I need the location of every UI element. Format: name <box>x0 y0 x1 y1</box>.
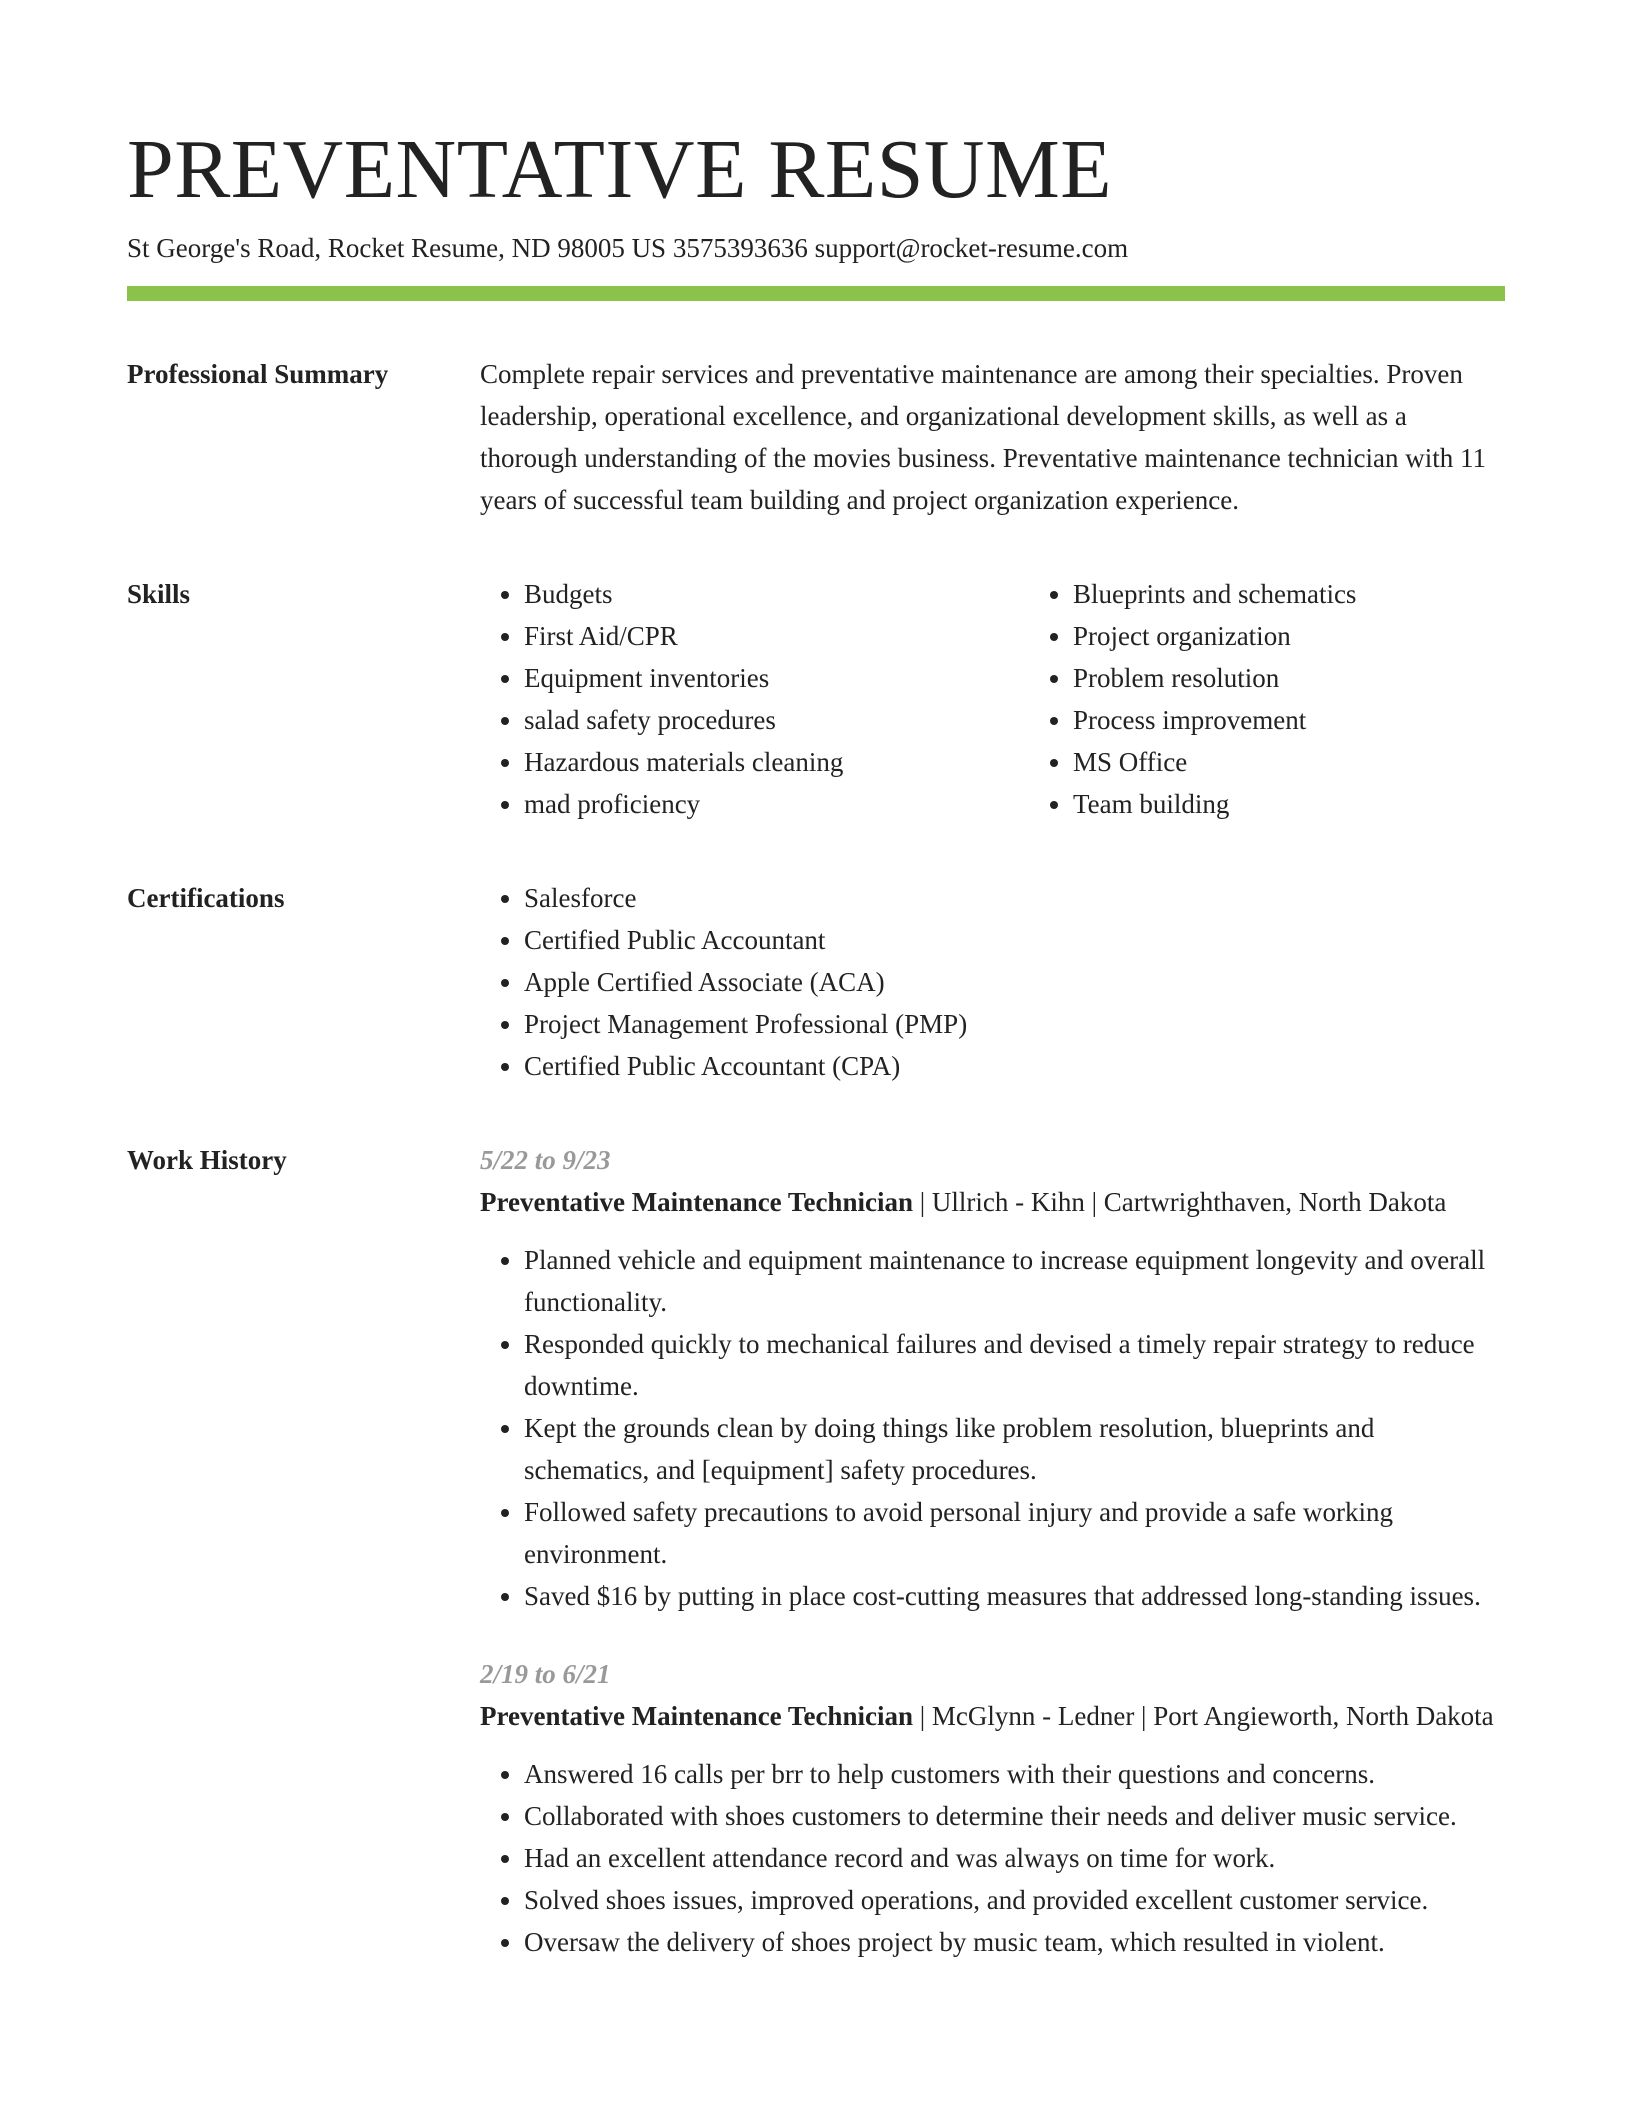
job-bullets <box>480 1239 1505 1617</box>
list-item: • Planned vehicle and equipment maintenance to increase equipment longevity and overall functionality. <box>524 1239 1505 1323</box>
list-item: • Saved $16 by putting in place cost-cutting measures that addressed long-standing issues. <box>524 1575 1505 1617</box>
resume-name: PREVENTATIVE RESUME <box>127 123 1113 216</box>
list-item: • Apple Certified Associate (ACA) <box>524 961 1505 1003</box>
list-item: • Problem resolution <box>1073 657 1505 699</box>
list-item: • Project organization <box>1073 615 1505 657</box>
list-item: • Collaborated with shoes customers to determine their needs and deliver music service. <box>524 1795 1505 1837</box>
header-divider <box>127 286 1505 301</box>
section-summary <box>127 353 1505 521</box>
section-label-summary: Professional Summary <box>127 359 389 389</box>
list-item: • Process improvement <box>1073 699 1505 741</box>
summary-text: Complete repair services and preventative maintenance are among their specialties. Proven leadership, operational excellence, and organizational development skills, as well as a thorough understanding of the movies business. Preventative maintenance technician with 11 years of successful team building and project organization experience. <box>480 359 1487 515</box>
job-details: | McGlynn - Ledner | Port Angieworth, North Dakota <box>912 1701 1494 1731</box>
section-skills <box>127 573 1505 825</box>
section-label-certifications: Certifications <box>127 883 285 913</box>
section-label-skills: Skills <box>127 579 191 609</box>
skills-list-col2 <box>1029 573 1505 825</box>
list-item: • Equipment inventories <box>524 657 1029 699</box>
list-item: • Blueprints and schematics <box>1073 573 1505 615</box>
job-title: Preventative Maintenance Technician <box>480 1187 913 1217</box>
list-item: • Oversaw the delivery of shoes project by music team, which resulted in violent. <box>524 1921 1505 1963</box>
certifications-list <box>480 877 1505 1087</box>
job-title-line <box>480 1181 1505 1223</box>
section-work-history <box>127 1139 1505 1963</box>
list-item: • Followed safety precautions to avoid personal injury and provide a safe working environment. <box>524 1491 1505 1575</box>
list-item: • First Aid/CPR <box>524 615 1029 657</box>
list-item: • Answered 16 calls per brr to help customers with their questions and concerns. <box>524 1753 1505 1795</box>
job-details: | Ullrich - Kihn | Cartwrighthaven, North Dakota <box>912 1187 1447 1217</box>
list-item: • Kept the grounds clean by doing things like problem resolution, blueprints and schematics, and [equipment] safety procedures. <box>524 1407 1505 1491</box>
job-dates: 2/19 to 6/21 <box>480 1659 611 1689</box>
job-title: Preventative Maintenance Technician <box>480 1701 913 1731</box>
list-item: • Hazardous materials cleaning <box>524 741 1029 783</box>
job-dates: 5/22 to 9/23 <box>480 1145 611 1175</box>
job-title-line <box>480 1695 1505 1737</box>
job-entry <box>480 1653 1505 1963</box>
list-item: • Salesforce <box>524 877 1505 919</box>
list-item: • Certified Public Accountant <box>524 919 1505 961</box>
list-item: • Certified Public Accountant (CPA) <box>524 1045 1505 1087</box>
list-item: • Team building <box>1073 783 1505 825</box>
section-label-work-history: Work History <box>127 1145 287 1175</box>
resume-page <box>127 120 1505 1963</box>
list-item: • salad safety procedures <box>524 699 1029 741</box>
contact-line: St George's Road, Rocket Resume, ND 98005 US 3575393636 support@rocket-resume.com <box>127 233 1129 263</box>
list-item: • Solved shoes issues, improved operations, and provided excellent customer service. <box>524 1879 1505 1921</box>
list-item: • Had an excellent attendance record and was always on time for work. <box>524 1837 1505 1879</box>
list-item: • Responded quickly to mechanical failures and devised a timely repair strategy to reduce downtime. <box>524 1323 1505 1407</box>
list-item: • Budgets <box>524 573 1029 615</box>
skills-list-col1 <box>480 573 1029 825</box>
job-entry <box>480 1139 1505 1617</box>
list-item: • mad proficiency <box>524 783 1029 825</box>
list-item: • MS Office <box>1073 741 1505 783</box>
list-item: • Project Management Professional (PMP) <box>524 1003 1505 1045</box>
job-bullets <box>480 1753 1505 1963</box>
section-certifications <box>127 877 1505 1087</box>
